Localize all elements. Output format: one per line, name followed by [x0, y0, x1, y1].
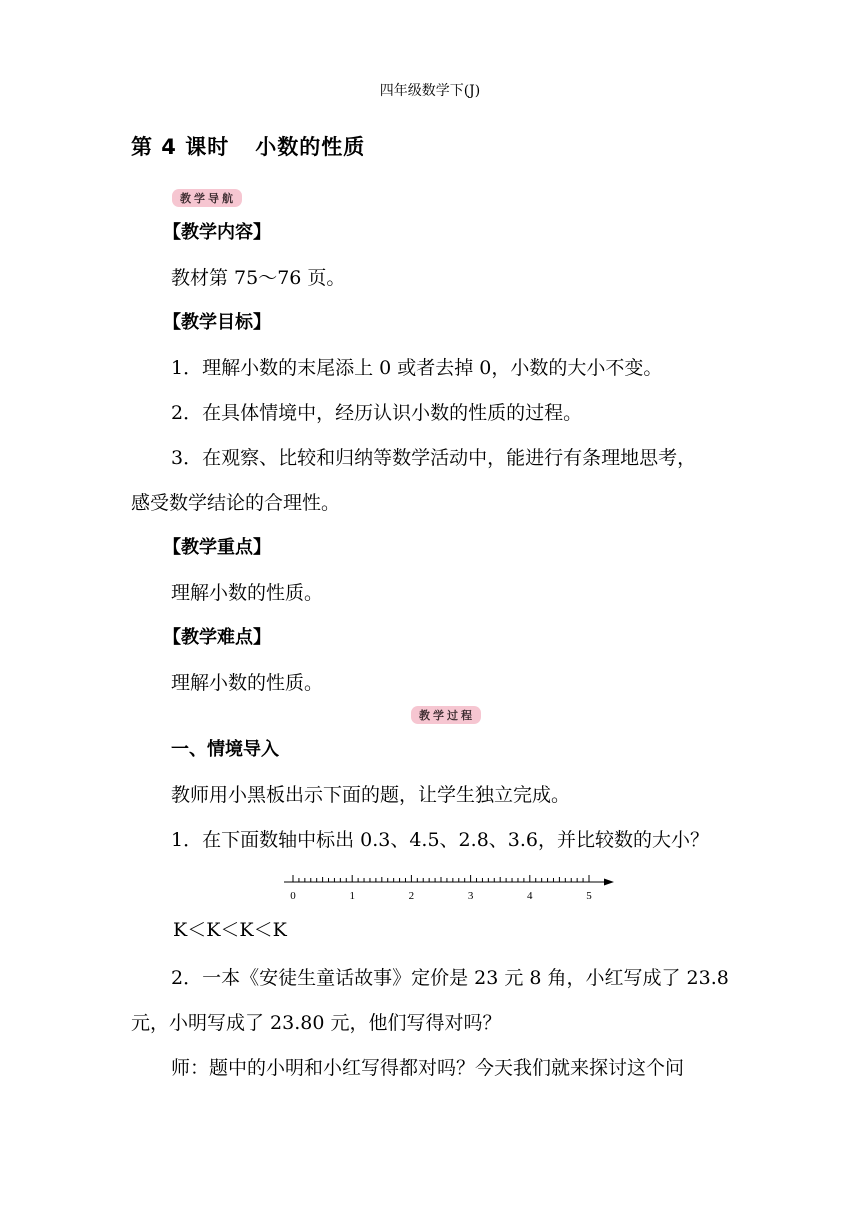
- tick-label: 2: [408, 890, 415, 902]
- lesson-title: [131, 131, 365, 161]
- teaching-guide-badge: 教学导航: [172, 189, 242, 207]
- content-text: 教材第 75～76 页。: [171, 267, 346, 289]
- difficulties-heading: 【教学难点】: [163, 627, 271, 648]
- goals-heading: 【教学目标】: [163, 312, 271, 333]
- intro-text: 教师用小黑板出示下面的题，让学生独立完成。: [171, 784, 571, 806]
- lesson-name: 小数的性质: [255, 135, 366, 159]
- tick-label: 1: [349, 890, 355, 902]
- teacher-remark: 师：题中的小明和小红写得都对吗？今天我们就来探讨这个问: [171, 1057, 685, 1079]
- key-points-text: 理解小数的性质。: [171, 582, 324, 604]
- number-line: [284, 868, 619, 904]
- tick-label: 0: [290, 890, 296, 902]
- section-intro-heading: 一、情境导入: [171, 739, 279, 760]
- question-1: 1．在下面数轴中标出 0.3、4.5、2.8、3.6，并比较数的大小？: [171, 829, 709, 851]
- goal-1: 1．理解小数的末尾添上 0 或者去掉 0，小数的大小不变。: [171, 357, 663, 379]
- teaching-process-badge: 教学过程: [411, 706, 481, 724]
- content-heading: 【教学内容】: [163, 222, 271, 243]
- goal-3-line1: 3．在观察、比较和归纳等数学活动中，能进行有条理地思考，: [171, 447, 697, 469]
- key-points-heading: 【教学重点】: [163, 537, 271, 558]
- comparison-blanks: K＜K＜K＜K: [173, 919, 287, 941]
- goal-2: 2．在具体情境中，经历认识小数的性质的过程。: [171, 402, 583, 424]
- difficulties-text: 理解小数的性质。: [171, 672, 324, 694]
- number-line-arrow: [604, 879, 614, 886]
- question-2-line2: 元，小明写成了 23.80 元，他们写得对吗？: [131, 1012, 502, 1034]
- tick-label: 5: [586, 890, 592, 902]
- lesson-number: 第 4 课时: [131, 135, 230, 159]
- page-header: 四年级数学下(J): [379, 83, 481, 99]
- goal-3-line2: 感受数学结论的合理性。: [131, 492, 341, 514]
- question-2-line1: 2．一本《安徒生童话故事》定价是 23 元 8 角，小红写成了 23.8: [171, 967, 729, 989]
- tick-label: 4: [527, 890, 533, 902]
- tick-label: 3: [467, 890, 474, 902]
